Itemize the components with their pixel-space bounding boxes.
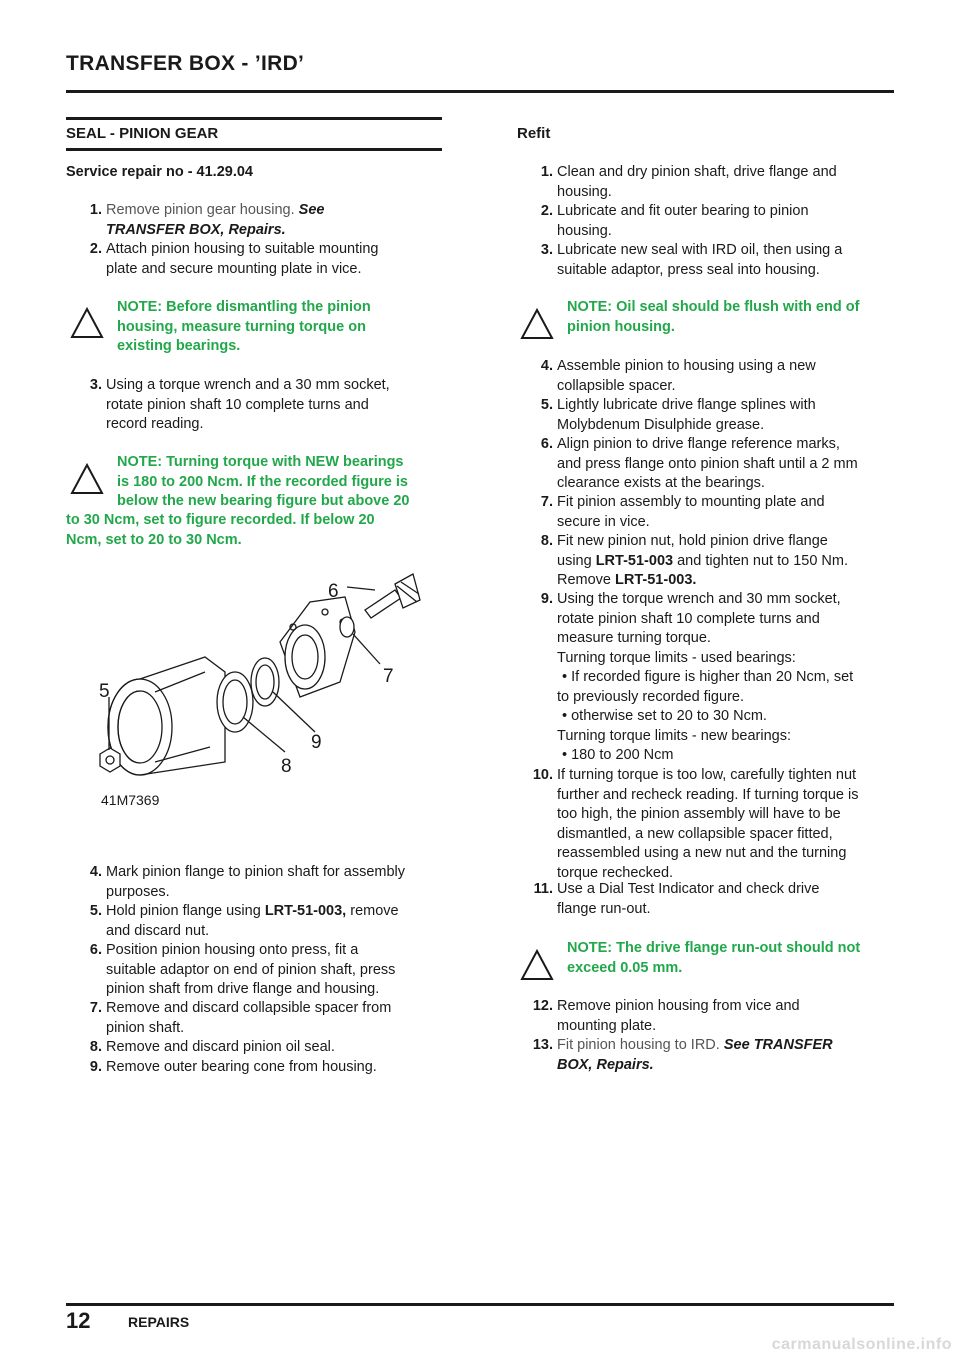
step-number: 2. [89, 241, 102, 257]
note-1 [117, 298, 447, 357]
note-line: NOTE: Turning torque with NEW bearings [117, 454, 404, 470]
bearing-cone [251, 658, 279, 706]
step-line: suitable adaptor on end of pinion shaft, press [106, 961, 396, 978]
step-number: 5. [540, 397, 553, 413]
note-line: NOTE: The drive flange run-out should not [567, 940, 861, 956]
step-number: 9. [540, 591, 553, 607]
pinion-nut [100, 748, 120, 772]
footer-divider [66, 1303, 894, 1306]
callout-8: 8 [281, 756, 292, 777]
note-2 [117, 453, 447, 512]
step-line: rotate pinion shaft 10 complete turns and [557, 610, 820, 627]
step-line: secure in vice. [557, 513, 650, 530]
step-line: reassembled using a new nut and the turning [557, 845, 847, 861]
page-header-title: TRANSFER BOX - ’IRD’ [66, 52, 305, 75]
step-line: Attach pinion housing to suitable mounting [106, 241, 379, 257]
step-line: Fit pinion assembly to mounting plate and [557, 494, 825, 510]
step-line: Fit new pinion nut, hold pinion drive flange [557, 533, 828, 549]
step-line: mounting plate. [557, 1017, 657, 1034]
bullet-item: • 180 to 200 Ncm [562, 747, 674, 763]
step-line: Lubricate and fit outer bearing to pinion [557, 203, 809, 219]
step-1 [66, 201, 446, 241]
step-number: 11. [533, 881, 553, 897]
footer-section-label: REPAIRS [128, 1314, 190, 1330]
step-number: 3. [89, 377, 102, 393]
note-line: Ncm, set to 20 to 30 Ncm. [66, 531, 242, 548]
page-number: 12 [66, 1308, 91, 1333]
step-line: Using a torque wrench and a 30 mm socket, [106, 377, 390, 393]
step-line: rotate pinion shaft 10 complete turns and [106, 396, 369, 413]
step-line: Lubricate new seal with IRD oil, then using a [557, 242, 843, 258]
step-number: 1. [540, 164, 553, 180]
step-line: measure turning torque. [557, 630, 711, 646]
bullet-item: • If recorded figure is higher than 20 Ncm, set [562, 669, 854, 685]
step-line: flange run-out. [557, 900, 651, 917]
section-title: SEAL - PINION GEAR [66, 125, 219, 142]
bullet-item: • otherwise set to 20 to 30 Ncm. [562, 708, 767, 724]
pinion-housing [108, 657, 225, 775]
step-line: Position pinion housing onto press, fit a [106, 942, 359, 958]
note-line: below the new bearing figure but above 20 [117, 493, 410, 509]
see-text: See [723, 1037, 750, 1053]
warning-triangle-icon [70, 463, 104, 495]
step-line: Remove and discard pinion oil seal. [106, 1039, 335, 1055]
step-line: collapsible spacer. [557, 377, 676, 394]
step-line: and discard nut. [106, 922, 210, 939]
tool-reference: LRT-51-003, [264, 903, 347, 919]
callout-5: 5 [99, 681, 110, 702]
warning-triangle-icon [520, 949, 554, 981]
exploded-diagram-figure [95, 572, 425, 812]
step-line: Align pinion to drive flange reference marks, [557, 436, 840, 452]
step-line: Use a Dial Test Indicator and check drive [557, 881, 820, 897]
step-text: and tighten nut to 150 Nm. [677, 552, 849, 569]
callout-9: 9 [311, 732, 322, 753]
step-line: Turning torque limits - new bearings: [557, 727, 791, 744]
step-number: 9. [89, 1059, 102, 1075]
figure-code: 41M7369 [101, 792, 160, 808]
step-text: Hold pinion flange using [106, 903, 261, 919]
note-line: to 30 Ncm, set to figure recorded. If below 20 [66, 512, 375, 528]
note-4 [567, 939, 897, 978]
note-line: NOTE: Oil seal should be flush with end of [567, 299, 860, 315]
step-line: Lightly lubricate drive flange splines with [557, 397, 816, 413]
step-text: Remove pinion gear housing. [106, 202, 295, 218]
step-line: housing. [557, 222, 612, 239]
pinion-housing-body [280, 597, 355, 697]
step-line: record reading. [106, 416, 204, 432]
note-line: existing bearings. [117, 338, 241, 354]
callout-7: 7 [383, 666, 394, 687]
note-line: housing, measure turning torque on [117, 318, 366, 335]
step-number: 6. [540, 436, 553, 452]
step-text: Fit pinion housing to IRD. [557, 1037, 720, 1053]
section-rule-bottom [66, 148, 442, 151]
warning-triangle-icon [70, 307, 104, 339]
step-text: using [557, 552, 592, 569]
callout-6: 6 [328, 581, 339, 602]
step-line: Remove and discard collapsible spacer from [106, 1000, 392, 1016]
step-number: 1. [89, 202, 102, 218]
step-number: 7. [540, 494, 553, 510]
step-number: 8. [89, 1039, 102, 1055]
cross-reference-link[interactable]: TRANSFER [753, 1037, 833, 1053]
refit-step-13 [517, 1036, 897, 1076]
step-line: purposes. [106, 883, 170, 900]
step-line: pinion shaft. [106, 1019, 185, 1036]
step-line: Remove pinion housing from vice and [557, 998, 800, 1014]
step-line: further and recheck reading. If turning torque is [557, 786, 859, 803]
step-line: Clean and dry pinion shaft, drive flange and [557, 164, 837, 180]
warning-triangle-icon [520, 308, 554, 340]
step-line: and press flange onto pinion shaft until a 2 mm [557, 455, 858, 472]
step-number: 13. [532, 1037, 553, 1053]
cross-reference-link[interactable]: BOX, Repairs. [557, 1057, 654, 1073]
step-text: Remove [557, 572, 611, 588]
step-number: 4. [89, 864, 102, 880]
step-number: 12. [532, 998, 553, 1014]
step-line: dismantled, a new collapsible spacer fitted, [557, 825, 833, 842]
step-line: plate and secure mounting plate in vice. [106, 260, 362, 277]
step-line: Molybdenum Disulphide grease. [557, 416, 765, 433]
step-line: pinion shaft from drive flange and housing. [106, 981, 380, 997]
note-line: pinion housing. [567, 318, 675, 335]
note-3 [567, 298, 897, 337]
tool-reference: LRT-51-003. [615, 572, 697, 588]
section-rule-top [66, 117, 442, 120]
header-divider [66, 90, 894, 93]
step-number: 6. [89, 942, 102, 958]
service-repair-number: Service repair no - 41.29.04 [66, 164, 253, 180]
oil-seal [217, 672, 253, 732]
step-line: If turning torque is too low, carefully tighten nut [557, 767, 857, 783]
note-line: is 180 to 200 Ncm. If the recorded figure is [117, 473, 408, 490]
step-number: 7. [89, 1000, 102, 1016]
step-line: torque rechecked. [557, 864, 674, 881]
step-line: Remove outer bearing cone from housing. [106, 1059, 377, 1075]
watermark: carmanualsonline.info [771, 1336, 952, 1353]
pinion-shaft [365, 574, 420, 618]
note-line: NOTE: Before dismantling the pinion [117, 299, 371, 315]
step-line: to previously recorded figure. [557, 688, 744, 705]
step-number: 3. [540, 242, 553, 258]
step-line: Mark pinion flange to pinion shaft for assembly [106, 864, 406, 880]
step-line: clearance exists at the bearings. [557, 475, 765, 491]
step-line: housing. [557, 183, 612, 200]
step-number: 5. [89, 903, 102, 919]
step-text: remove [350, 903, 399, 919]
step-line: too high, the pinion assembly will have to be [557, 806, 841, 822]
refit-title: Refit [517, 125, 551, 142]
collapsible-spacer [340, 617, 354, 637]
see-text: See [298, 202, 325, 218]
note-2-continued [66, 511, 446, 550]
tool-reference: LRT-51-003 [595, 552, 674, 569]
step-number: 4. [540, 358, 553, 374]
step-line: Using the torque wrench and 30 mm socket, [557, 591, 841, 607]
step-number: 2. [540, 203, 553, 219]
step-number: 10. [532, 767, 553, 783]
step-line: Turning torque limits - used bearings: [557, 649, 796, 666]
cross-reference-link[interactable]: TRANSFER BOX, Repairs. [106, 222, 286, 238]
step-line: suitable adaptor, press seal into housing. [557, 261, 820, 278]
note-line: exceed 0.05 mm. [567, 959, 683, 976]
step-number: 8. [540, 533, 553, 549]
step-line: Assemble pinion to housing using a new [557, 358, 816, 374]
